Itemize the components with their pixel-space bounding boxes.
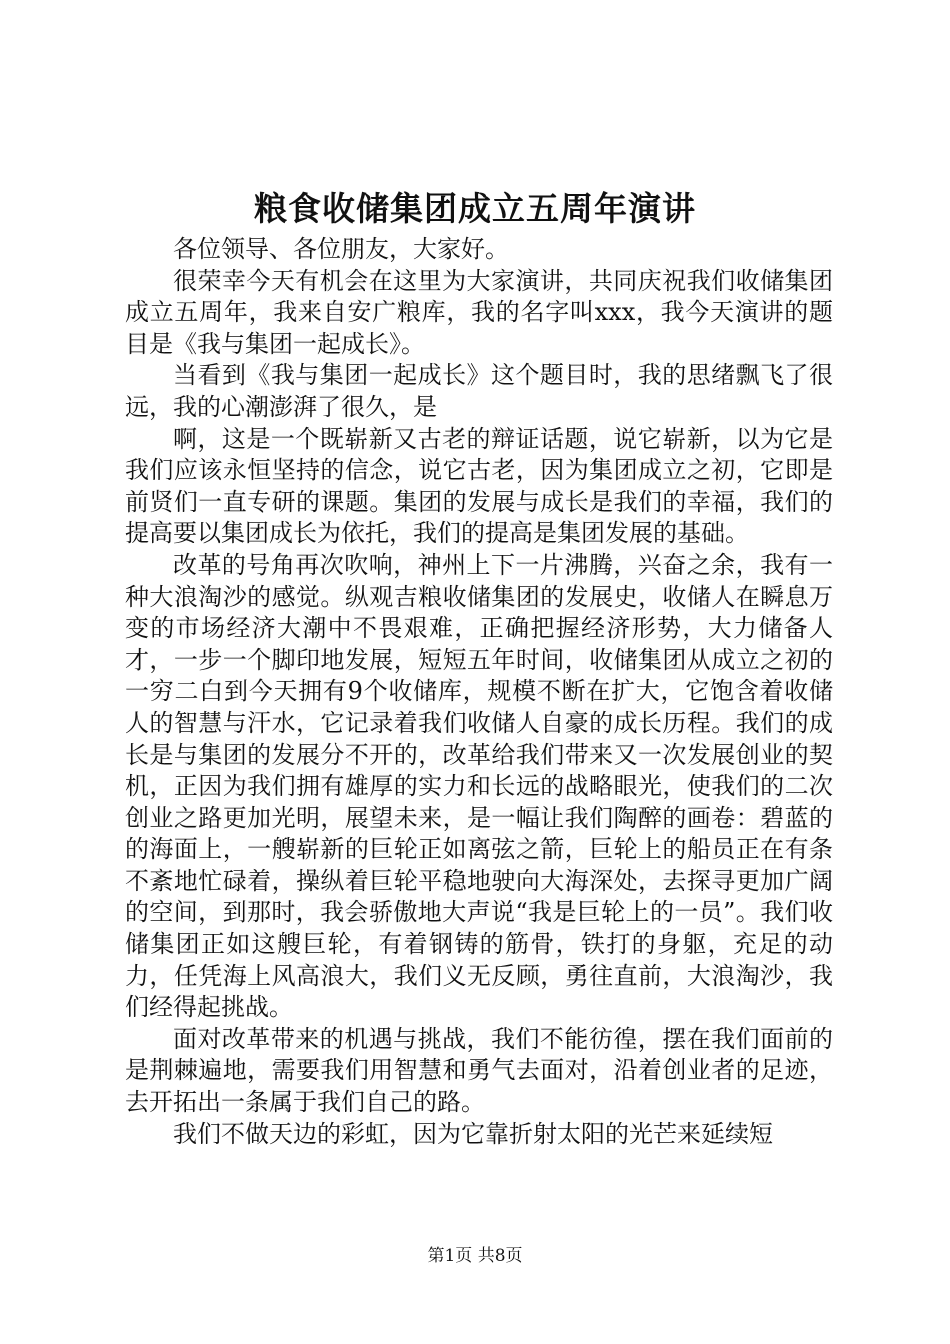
- paragraph-rainbow: 我们不做天边的彩虹，因为它靠折射太阳的光芒来延续短: [173, 1119, 773, 1148]
- paragraph-challenge: 面对改革带来的机遇与挑战，我们不能彷徨，摆在我们面前的是荆棘遍地，需要我们用智慧和勇气去面对，沿着创业者的足迹，去开拓出一条属于我们自己的路。: [125, 1024, 833, 1117]
- paragraph-intro: 很荣幸今天有机会在这里为大家演讲，共同庆祝我们收储集团成立五周年，我来自安广粮库，我的名字叫xxx，我今天演讲的题目是《我与集团一起成长》。: [125, 266, 833, 358]
- paragraph-greeting: 各位领导、各位朋友，大家好。: [173, 235, 509, 263]
- paragraph-dialectic: 啊，这是一个既崭新又古老的辩证话题，说它崭新，以为它是我们应该永恒坚持的信念，说它古老，因为集团成立之初，它即是前贤们一直专研的课题。集团的发展与成长是我们的幸福，我们的提高要以集团成长为依托，我们的提高是集团发展的基础。: [125, 424, 833, 548]
- document-body: [125, 234, 833, 1150]
- paragraph-topic: 当看到《我与集团一起成长》这个题目时，我的思绪飘飞了很远，我的心潮澎湃了很久，是: [125, 361, 833, 421]
- paragraph-reform: 改革的号角再次吹响，神州上下一片沸腾，兴奋之余，我有一种大浪淘沙的感觉。纵观吉粮收储集团的发展史，收储人在瞬息万变的市场经济大潮中不畏艰难，正确把握经济形势，大力储备人才，一步一个脚印地发展，短短五年时间，收储集团从成立之初的一穷二白到今天拥有9个收储库，规模不断在扩大，它饱含着收储人的智慧与汗水，它记录着我们收储人自豪的成长历程。我们的成长是与集团的发展分不开的，改革给我们带来又一次发展创业的契机，正因为我们拥有雄厚的实力和长远的战略眼光，使我们的二次创业之路更加光明，展望未来，是一幅让我们陶醉的画卷：碧蓝的的海面上，一艘崭新的巨轮正如离弦之箭，巨轮上的船员正在有条不紊地忙碌着，操纵着巨轮平稳地驶向大海深处，去探寻更加广阔的空间，到那时，我会骄傲地大声说“我是巨轮上的一员”。我们收储集团正如这艘巨轮，有着钢铸的筋骨，铁打的身躯，充足的动力，任凭海上风高浪大，我们义无反顾，勇往直前，大浪淘沙，我们经得起挑战。: [125, 550, 833, 1022]
- document-title: 粮食收储集团成立五周年演讲: [254, 189, 696, 228]
- page-number-footer: 第1页 共8页: [427, 1246, 523, 1266]
